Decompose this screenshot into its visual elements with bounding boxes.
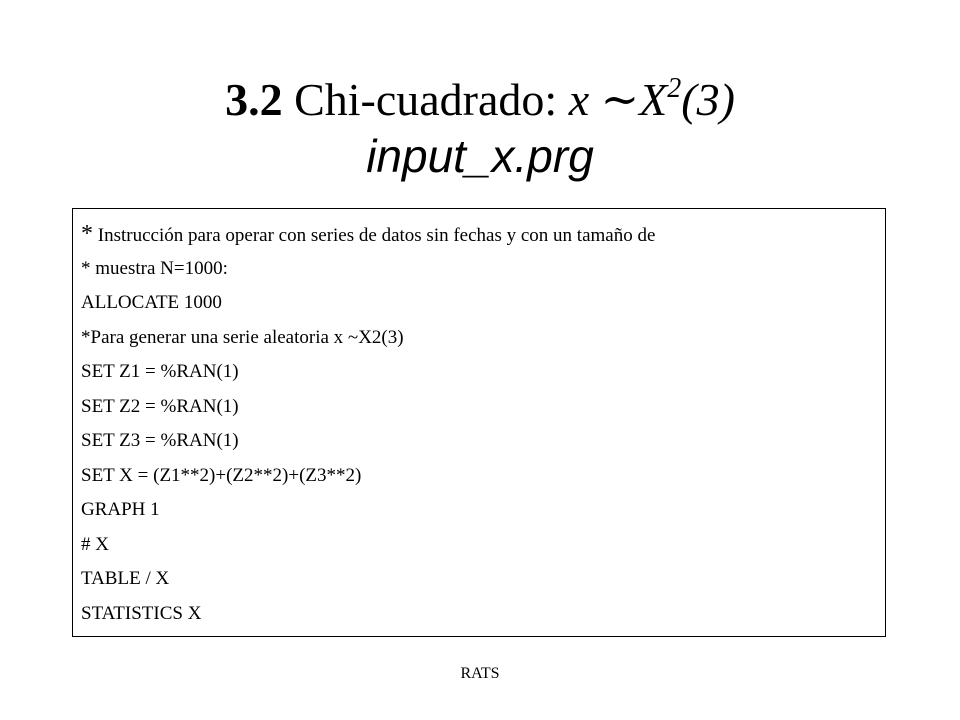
section-number: 3.2 (225, 74, 283, 125)
title-text: Chi-cuadrado: (282, 74, 569, 125)
tilde-symbol: ~ (600, 72, 640, 126)
distribution-symbol: X (639, 74, 668, 125)
code-line-3: ALLOCATE 1000 (81, 292, 222, 313)
distribution-params: (3) (681, 74, 735, 125)
code-line-8: SET X = (Z1**2)+(Z2**2)+(Z3**2) (81, 464, 362, 486)
comment-star: * (81, 221, 93, 247)
superscript: 2 (667, 73, 682, 104)
code-line-11: TABLE / X (81, 568, 170, 589)
code-line-4: *Para generar una serie aleatoria x ~X2(3) (81, 326, 404, 348)
code-line-9: GRAPH 1 (81, 499, 160, 520)
code-line-2: * muestra N=1000: (81, 257, 228, 279)
code-line-10: # X (81, 533, 109, 555)
slide-title (0, 72, 960, 181)
title-main (0, 72, 960, 127)
code-line-12: STATISTICS X (81, 602, 202, 624)
code-line-5: SET Z1 = %RAN(1) (81, 361, 239, 382)
code-box (72, 208, 886, 637)
footer-label: RATS (460, 665, 500, 682)
code-line-7: SET Z3 = %RAN(1) (81, 430, 239, 451)
title-variable: x (568, 74, 601, 125)
code-line-1 (81, 217, 885, 252)
code-line-6: SET Z2 = %RAN(1) (81, 395, 239, 417)
code-line-text: Instrucción para operar con series de datos sin fechas y con un tamaño de (93, 225, 656, 246)
subtitle-filename: input_x.prg (366, 130, 594, 182)
